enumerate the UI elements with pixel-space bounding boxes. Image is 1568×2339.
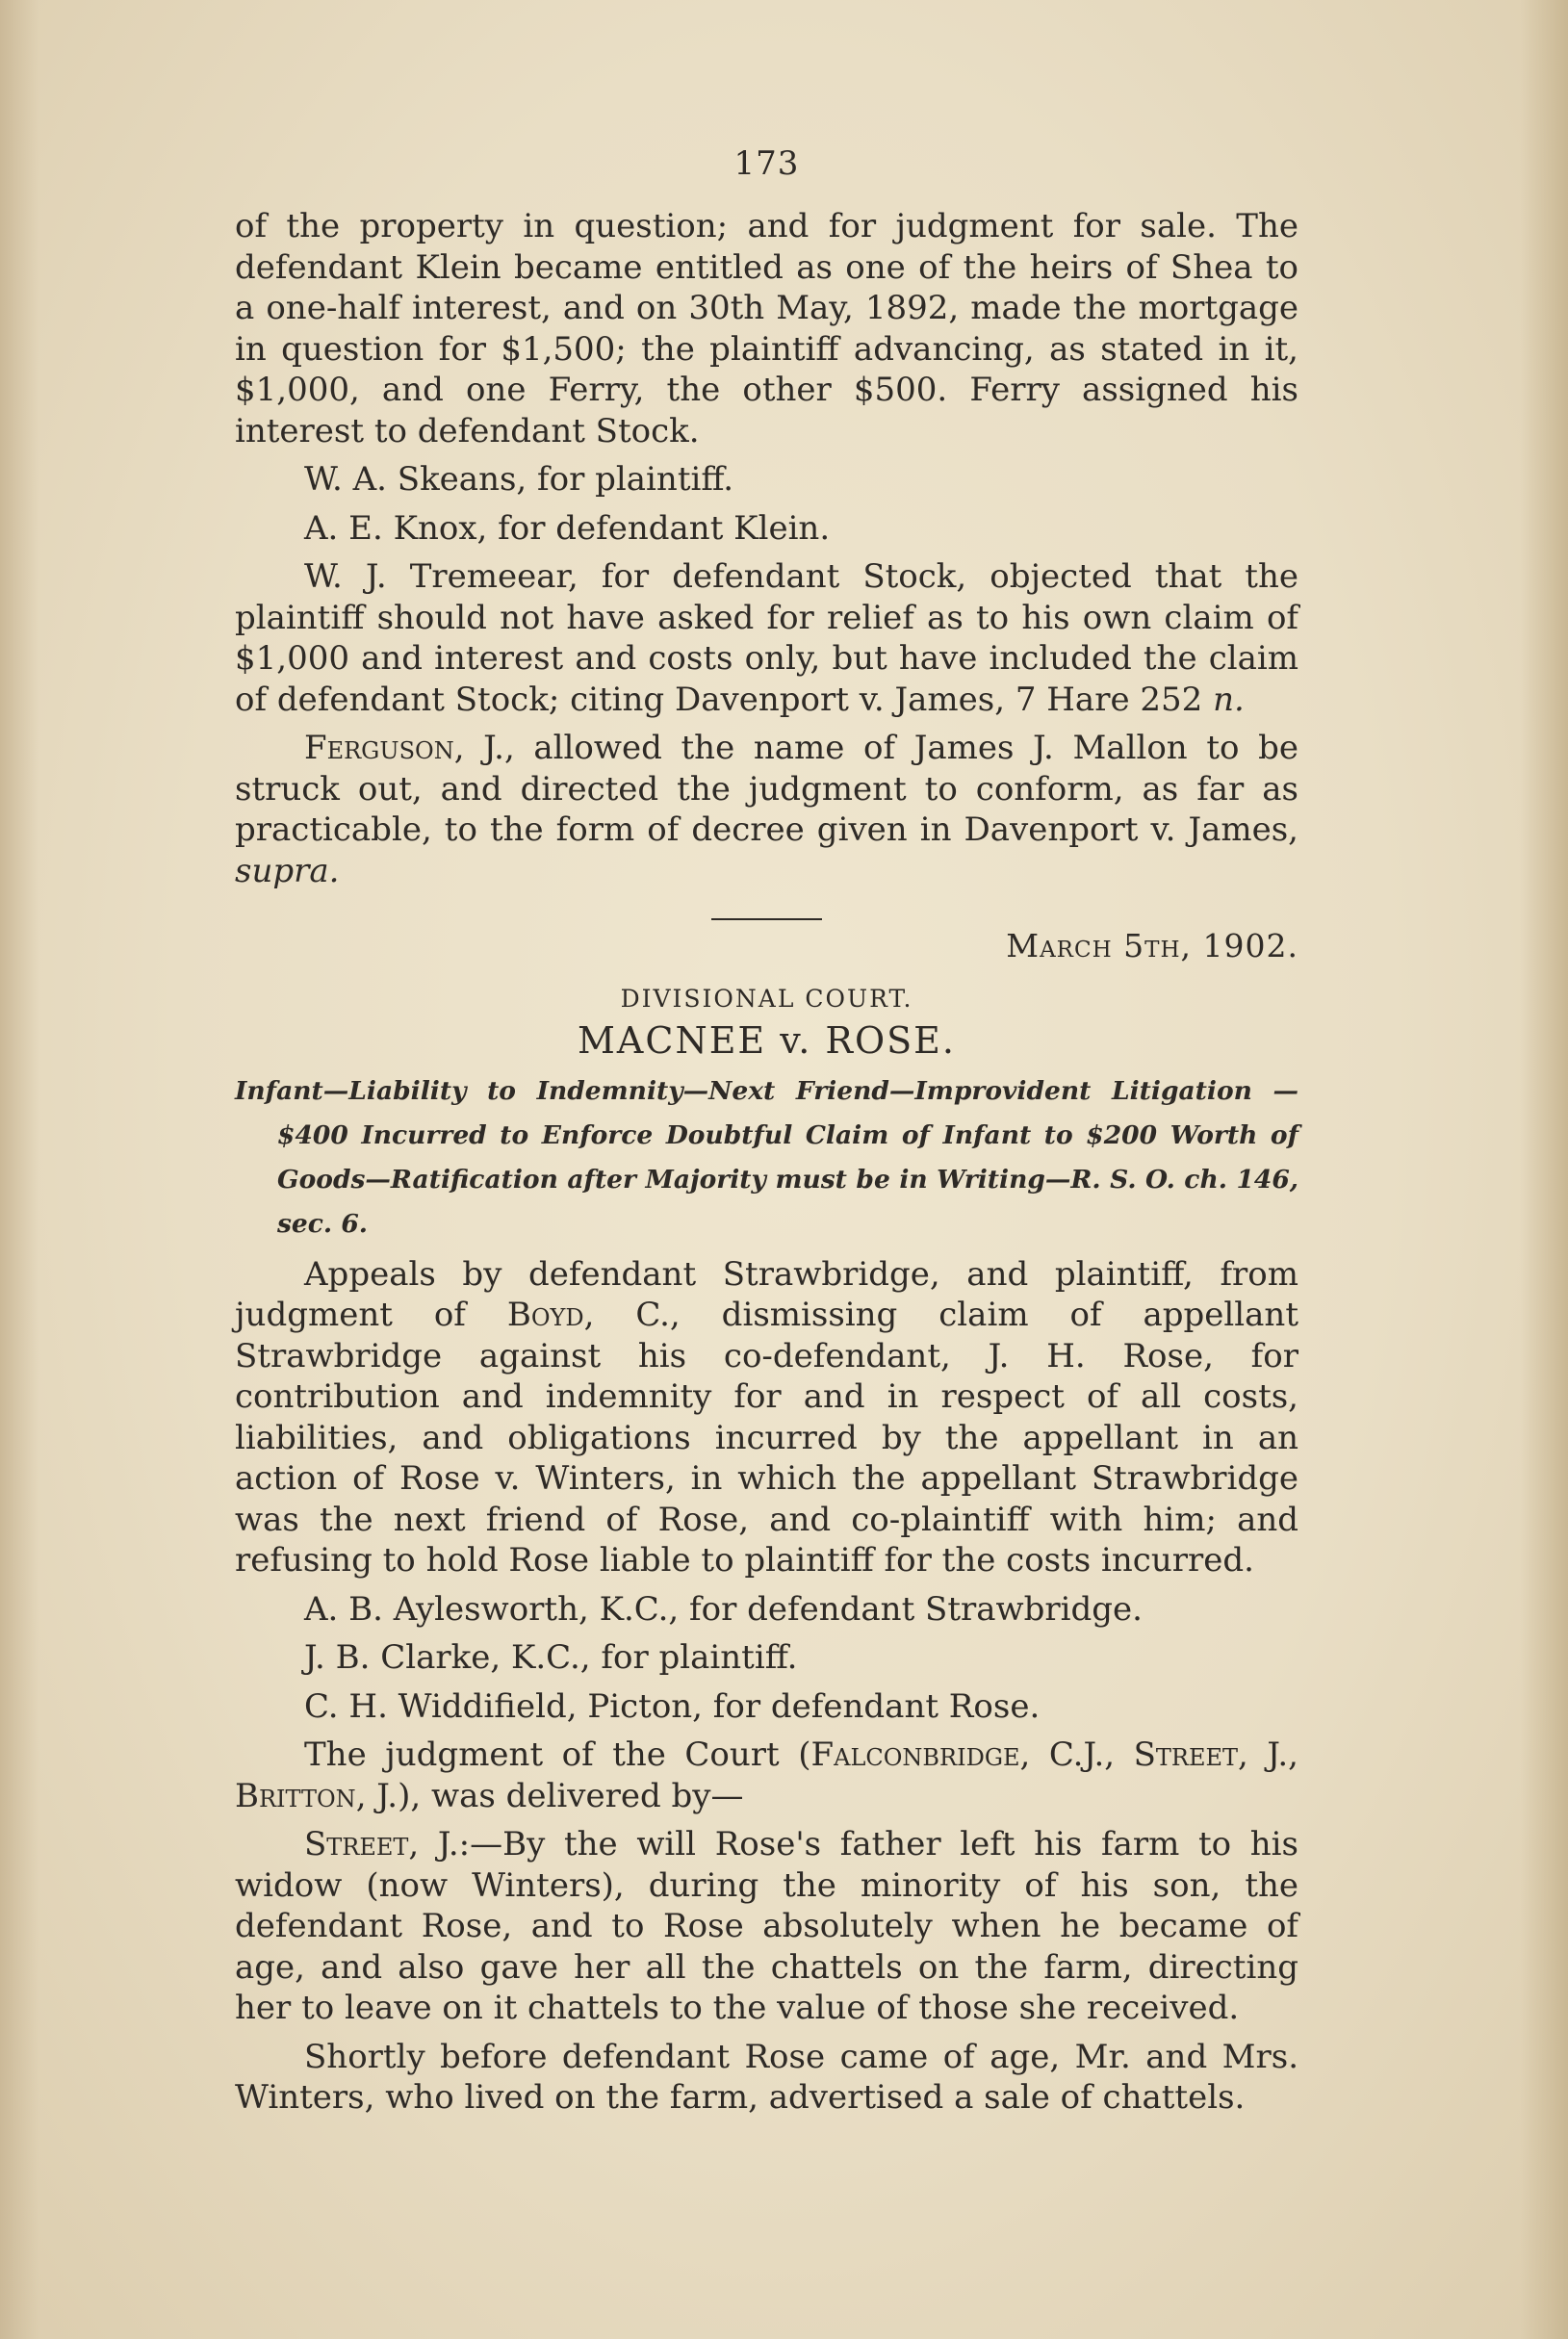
- counsel-plaintiff-2: J. B. Clarke, K.C., for plaintiff.: [304, 1638, 798, 1677]
- judgment-text-b: , C.J.,: [1019, 1735, 1134, 1774]
- headnote: Infant—Liability to Indemnity—Next Friend—Improvident Litigation —$400 Incurred to Enforce Doubtful Claim of Infant to $200 Worth of Goods—Ratification after Majority must be in Writing—R. S. O. ch. 146, sec. 6.: [235, 1075, 1298, 1239]
- counsel-plaintiff: W. A. Skeans, for plaintiff.: [304, 460, 734, 499]
- paragraph-last: Shortly before defendant Rose came of age, Mr. and Mrs. Winters, who lived on the farm, advertised a sale of chattels.: [235, 2037, 1298, 2117]
- case-date: March 5th, 1902.: [1006, 927, 1298, 964]
- appeals-text-b: , C., dismissing claim of appellant Strawbridge against his co-defendant, J. H. Rose, for contribution and indemnity for and in respect of all costs, liabilities, and obligations incurred by the appellant in an action of Rose v. Winters, in which the appellant Strawbridge was the next friend of Rose, and co-plaintiff with him; and refusing to hold Rose liable to plaintiff for the costs incurred.: [235, 1296, 1298, 1580]
- judgment-text-a: The judgment of the Court (: [304, 1735, 811, 1774]
- paragraph-tremeear: [235, 556, 1298, 720]
- counsel-strawbridge: A. B. Aylesworth, K.C., for defendant Strawbridge.: [304, 1589, 1143, 1629]
- judge-falconbridge: Falconbridge: [810, 1735, 1020, 1774]
- page-edge-right: [1520, 0, 1568, 2339]
- case-title: MACNEE v. ROSE.: [578, 1018, 956, 1062]
- paragraph-property: of the property in question; and for judgment for sale. The defendant Klein became entitled as one of the heirs of Shea to a one-half interest, and on 30th May, 1892, made the mortgage in question for $1,500; the plaintiff advancing, as stated in it, $1,000, and one Ferry, the other $500. Ferry assigned his interest to defendant Stock.: [235, 207, 1298, 450]
- paragraph-appeals: [235, 1254, 1298, 1581]
- court-name: DIVISIONAL COURT.: [620, 984, 913, 1013]
- note-n: n.: [1213, 680, 1245, 719]
- paragraph-ferguson: [235, 728, 1298, 891]
- appeals-text-a: Appeals by defendant Strawbridge, and plaintiff, from judgment of: [235, 1254, 1298, 1334]
- page-edge-left: [0, 0, 39, 2339]
- judgment-text-d: , J.), was delivered by—: [355, 1776, 744, 1815]
- counsel-rose: C. H. Widdifield, Picton, for defendant Rose.: [304, 1686, 1041, 1726]
- ferguson-text: , J., allowed the name of James J. Mallon to be struck out, and directed the judgment to conform, as far as practicable, to the form of decree given in Davenport v. James,: [235, 729, 1298, 849]
- judge-street: Street: [1133, 1735, 1239, 1774]
- judge-ferguson: Ferguson: [304, 729, 454, 767]
- tremeear-text: W. J. Tremeear, for defendant Stock, objected that the plaintiff should not have asked for relief as to his own claim of $1,000 and interest and costs only, but have included the claim of defendant Stock; citing Davenport v. James, 7 Hare 252: [235, 557, 1298, 719]
- page-content: [235, 144, 1298, 2119]
- paragraph-judgment-delivery: [235, 1735, 1298, 1816]
- section-divider: [711, 918, 822, 920]
- page-number: 173: [733, 144, 800, 183]
- judge-britton: Britton: [235, 1776, 356, 1815]
- judgment-text-c: , J.,: [1238, 1735, 1298, 1774]
- paragraph-street-opinion: [235, 1824, 1298, 2029]
- street-opinion-text: , J.:—By the will Rose's father left his farm to his widow (now Winters), during the minority of his son, the defendant Rose, and to Rose absolutely when he became of age, and also gave her all the chattels on the farm, directing her to leave on it chattels to the value of those she received.: [235, 1825, 1298, 2027]
- counsel-klein: A. E. Knox, for defendant Klein.: [304, 508, 831, 548]
- judge-street-opinion: Street: [304, 1825, 409, 1863]
- supra-text: supra.: [235, 851, 340, 890]
- judge-boyd: Boyd: [506, 1296, 584, 1334]
